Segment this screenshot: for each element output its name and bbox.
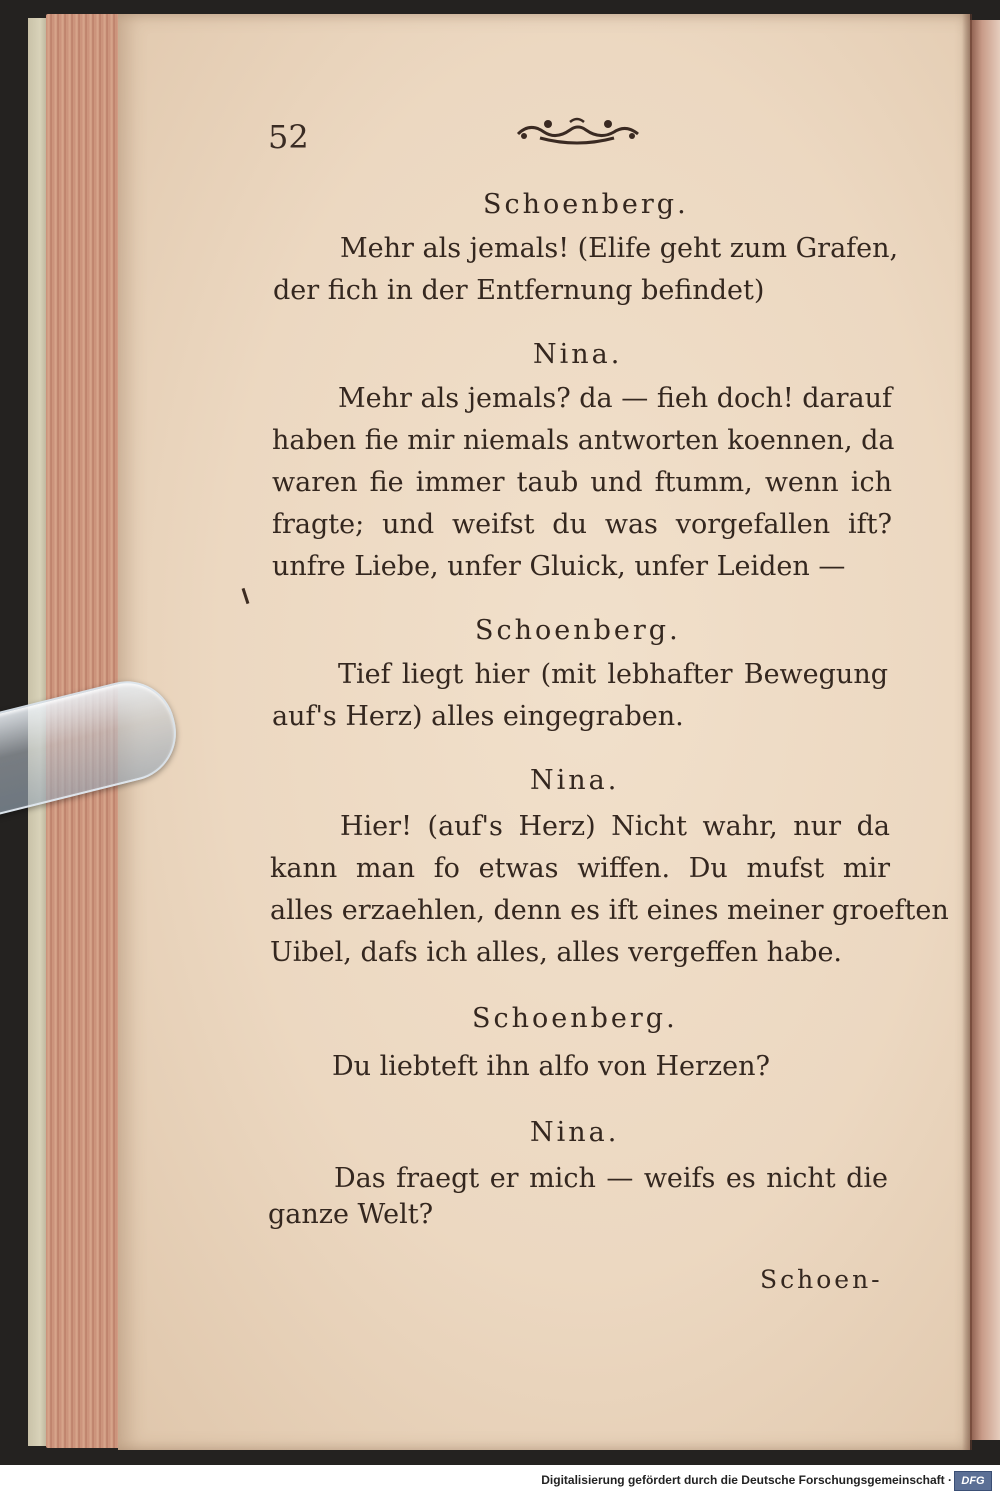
text-line: ganze Welt?: [268, 1199, 434, 1230]
text-line: fragte; und weifst du was vorgefallen ift?: [272, 509, 892, 540]
text-line: haben fie mir niemals antworten koennen, da: [272, 425, 895, 456]
text-line: Das fraegt er mich — weifs es nicht die: [334, 1163, 888, 1194]
speaker-name: Nina.: [530, 765, 620, 796]
text-line: Du liebteft ihn alfo von Herzen?: [332, 1051, 770, 1082]
speaker-name: Nina.: [533, 339, 623, 370]
page-number: 52: [268, 118, 309, 156]
ornament-icon: [510, 112, 645, 150]
text-line: kann man fo etwas wiffen. Du mufst mir: [270, 853, 890, 884]
speaker-name: Schoenberg.: [472, 1003, 678, 1034]
text-line: Tief liegt hier (mit lebhafter Bewegung: [338, 659, 888, 690]
speaker-name: Schoenberg.: [483, 189, 689, 220]
text-line: Hier! (auf's Herz) Nicht wahr, nur da: [340, 811, 890, 842]
text-line: unfre Liebe, unfer Gluick, unfer Leiden —: [272, 551, 846, 582]
text-line: waren fie immer taub und ftumm, wenn ich: [272, 467, 892, 498]
facing-page-edge: [970, 20, 1000, 1440]
dfg-logo: DFG: [954, 1471, 992, 1491]
speaker-name: Nina.: [530, 1117, 620, 1148]
text-line: Mehr als jemals! (Elife geht zum Grafen,: [340, 233, 899, 264]
page-gutter: [962, 14, 972, 1450]
funding-credit: Digitalisierung gefördert durch die Deutsche Forschungsgemeinschaft ·: [541, 1473, 952, 1487]
speaker-name: Schoenberg.: [475, 615, 681, 646]
catchword: Schoen-: [760, 1265, 883, 1294]
text-line: der fich in der Entfernung befindet): [273, 275, 765, 306]
text-line: Mehr als jemals? da — fieh doch! darauf: [338, 383, 893, 414]
text-line: alles erzaehlen, denn es ift eines meiner groeften: [270, 895, 949, 926]
text-line: auf's Herz) alles eingegraben.: [272, 701, 684, 732]
text-line: Uibel, dafs ich alles, alles vergeffen habe.: [270, 937, 843, 968]
footer-bar: [0, 1465, 1000, 1497]
